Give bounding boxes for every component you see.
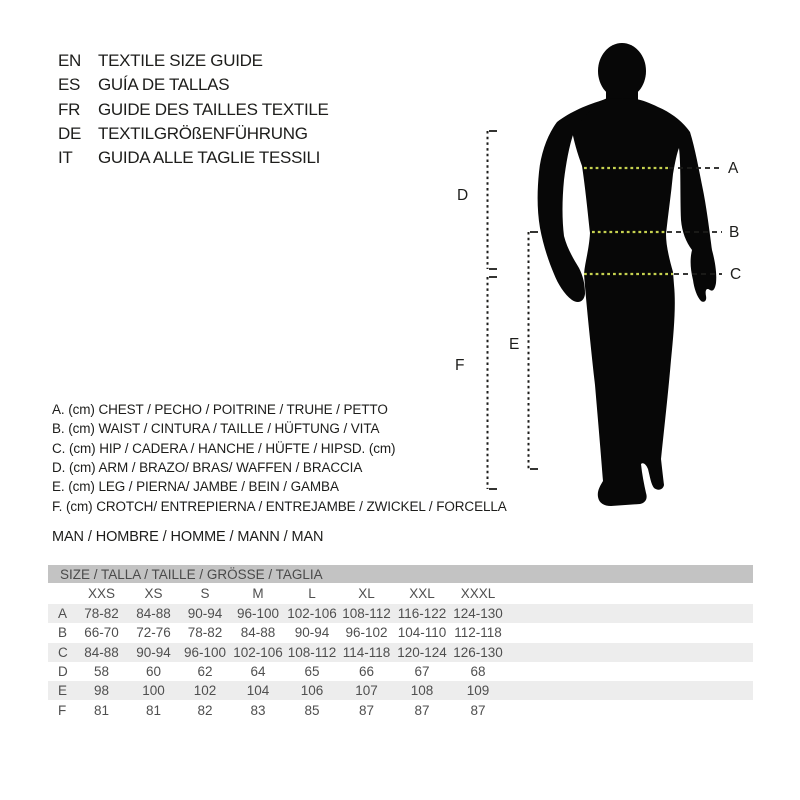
table-cell: 102-106 <box>231 643 285 662</box>
table-cell: 90-94 <box>128 643 179 662</box>
table-cell: 104-110 <box>397 625 447 641</box>
table-row-hip <box>48 643 753 662</box>
lang-title: GUIDA ALLE TAGLIE TESSILI <box>98 148 321 168</box>
table-cell <box>506 700 753 719</box>
col-header-m: M <box>252 586 264 601</box>
table-row-leg <box>48 681 753 700</box>
table-cell <box>506 623 753 642</box>
col-header-s: S <box>200 586 210 601</box>
table-cell: 65 <box>304 664 320 680</box>
table-cell: 84-88 <box>128 604 179 623</box>
col-header-xxxl: XXXL <box>460 586 496 601</box>
table-cell: 120-124 <box>394 643 450 662</box>
audience-title: MAN / HOMBRE / HOMME / MANN / MAN <box>52 529 324 545</box>
language-title-block <box>58 49 329 170</box>
crotch-label: F <box>455 357 465 374</box>
row-label: A <box>48 604 75 623</box>
size-columns-row <box>48 583 753 604</box>
table-cell <box>506 643 753 662</box>
table-cell: 78-82 <box>187 625 223 641</box>
table-cell: 108-112 <box>339 604 394 623</box>
table-cell: 68 <box>470 664 486 680</box>
table-cell: 85 <box>304 702 320 718</box>
size-table-header-bar <box>48 565 753 583</box>
table-cell: 108 <box>394 681 450 700</box>
row-label: E <box>48 681 75 700</box>
table-cell: 96-100 <box>179 643 231 662</box>
table-cell: 126-130 <box>450 643 506 662</box>
arm-label: D <box>457 187 468 204</box>
table-cell: 96-100 <box>231 604 285 623</box>
table-cell: 124-130 <box>450 604 506 623</box>
table-cell: 66-70 <box>84 625 119 641</box>
table-cell: 62 <box>197 664 213 680</box>
col-header-xxl: XXL <box>409 586 435 601</box>
table-cell: 87 <box>414 702 430 718</box>
table-cell <box>506 681 753 700</box>
table-cell <box>506 583 753 604</box>
legend-hip: C. (cm) HIP / CADERA / HANCHE / HÜFTE / HIPSD. (cm) <box>52 440 396 456</box>
waist-label: B <box>729 224 740 241</box>
legend-waist: B. (cm) WAIST / CINTURA / TAILLE / HÜFTUNG / VITA <box>52 421 380 437</box>
table-cell: 82 <box>197 702 213 718</box>
table-cell: 84-88 <box>75 643 128 662</box>
table-cell: 102 <box>179 681 231 700</box>
table-cell: 81 <box>145 702 162 718</box>
table-cell: 58 <box>93 664 110 680</box>
lang-code: ES <box>58 75 81 95</box>
lang-row-fr <box>58 98 329 122</box>
lang-row-de <box>58 122 329 146</box>
size-table-title: SIZE / TALLA / TAILLE / GRÖSSE / TAGLIA <box>48 565 753 583</box>
row-label: B <box>58 625 68 641</box>
table-cell: 78-82 <box>75 604 128 623</box>
table-cell: 81 <box>93 702 110 718</box>
table-row-chest <box>48 604 753 623</box>
table-cell: 66 <box>358 664 375 680</box>
table-cell: 72-76 <box>136 625 171 641</box>
table-cell: 100 <box>128 681 179 700</box>
table-cell: 107 <box>339 681 394 700</box>
lang-title: TEXTILGRÖßENFÜHRUNG <box>98 123 308 143</box>
table-cell: 90-94 <box>179 604 231 623</box>
table-cell: 87 <box>358 702 375 718</box>
table-cell: 84-88 <box>240 625 276 641</box>
table-cell <box>506 604 753 623</box>
table-row-crotch <box>48 700 753 719</box>
col-header-l: L <box>308 586 316 601</box>
table-cell: 64 <box>250 664 266 680</box>
table-cell: 67 <box>414 664 430 680</box>
lang-title: GUÍA DE TALLAS <box>98 75 230 95</box>
legend-crotch: F. (cm) CROTCH/ ENTREPIERNA / ENTREJAMBE / ZWICKEL / FORCELLA <box>52 498 507 514</box>
table-cell: 104 <box>231 681 285 700</box>
measurement-legend <box>52 400 507 516</box>
row-label: D <box>58 664 68 680</box>
table-cell: 109 <box>450 681 506 700</box>
lang-code: IT <box>58 148 73 168</box>
table-cell: 102-106 <box>285 604 339 623</box>
table-cell: 98 <box>75 681 128 700</box>
lang-row-it <box>58 146 329 170</box>
col-header-xl: XL <box>358 586 375 601</box>
table-cell: 116-122 <box>394 604 450 623</box>
table-cell: 90-94 <box>294 625 330 641</box>
torso-right-arm-legs <box>571 98 716 506</box>
table-cell: 87 <box>470 702 486 718</box>
hip-label: C <box>730 266 741 283</box>
table-cell: 83 <box>250 702 266 718</box>
col-header-xs: XS <box>144 586 163 601</box>
table-cell: 108-112 <box>285 643 339 662</box>
row-label: C <box>48 643 75 662</box>
table-cell: 96-102 <box>345 625 388 641</box>
table-row-arm <box>48 662 753 681</box>
col-header-xxs: XXS <box>87 586 115 601</box>
table-cell: 114-118 <box>339 643 394 662</box>
leg-label: E <box>509 336 520 353</box>
table-cell <box>506 662 753 681</box>
lang-title: TEXTILE SIZE GUIDE <box>98 51 263 70</box>
table-cell: 60 <box>145 664 162 680</box>
table-cell <box>48 583 75 604</box>
table-cell: 106 <box>285 681 339 700</box>
lang-code: EN <box>58 51 82 70</box>
lang-code: DE <box>58 123 82 143</box>
legend-arm: D. (cm) ARM / BRAZO/ BRAS/ WAFFEN / BRACCIA <box>52 460 363 476</box>
lang-title: GUIDE DES TAILLES TEXTILE <box>98 99 329 119</box>
legend-leg: E. (cm) LEG / PIERNA/ JAMBE / BEIN / GAMBA <box>52 479 339 495</box>
row-label: F <box>58 702 67 718</box>
lang-row-en <box>58 49 329 73</box>
size-table <box>48 565 753 720</box>
lang-row-es <box>58 73 329 97</box>
lang-code: FR <box>58 99 81 119</box>
table-cell: 112-118 <box>454 625 502 641</box>
legend-chest: A. (cm) CHEST / PECHO / POITRINE / TRUHE / PETTO <box>52 402 388 417</box>
chest-label: A <box>728 160 739 177</box>
table-row-waist <box>48 623 753 642</box>
